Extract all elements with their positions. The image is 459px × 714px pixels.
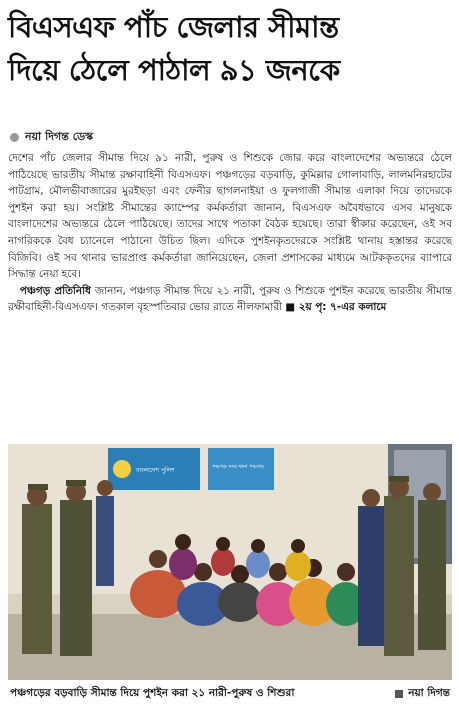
headline-line-1: বিএসএফ পাঁচ জেলার সীমান্ত: [8, 10, 339, 44]
guards-right: [358, 476, 446, 656]
photo-caption: [10, 684, 450, 704]
headline: [8, 6, 452, 92]
byline-text: নয়া দিগন্ত ডেস্ক: [25, 129, 94, 143]
caption-text: পঞ্চগড়ের বড়বাড়ি সীমান্ত দিয়ে পুশইন করা ২১ নারী-পুরুষ ও শিশুরা: [10, 686, 295, 699]
news-photo: [8, 444, 452, 680]
station-sign-text: পঞ্চগড় সদর থানা পঞ্চগড়: [212, 464, 264, 470]
paragraph-1: দেশের পাঁচ জেলার সীমান্ত দিয়ে ৯১ নারী, পুরুষ ও শিশুকে জোর করে বাংলাদেশের অভ্যন্তরে ঠেলে পাঠিয়েছে ভারতীয় সীমান্ত রক্ষাবাহিনী বিএসএফ। পঞ্চগড়ের বড়বাড়ি, কুমিল্লার গোলাবাড়ি, লালমনিরহাটের পাটগ্রাম, মৌলভীবাজারের মুরইছড়া এবং ফেনীর ছাগলনাইয়া ও ফুলগাজী সীমান্ত এলাকা দিয়ে তাদেরকে পুশইন করা হয়। সংশ্লিষ্ট সীমান্তের ক্যাম্পের কর্মকর্তারা জানান, বিএসএফ অবৈধভাবে এসব মানুষকে বাংলাদেশের অভ্যন্তরে ঠেলে পাঠিয়েছে। তাদের সাথে পতাকা বৈঠক হয়েছে। তারা স্বীকার করেছেন, ওই সব নাগরিককে বৈধ চ্যানেলে পাঠানো উচিত ছিল। এদিকে পুশইনকৃতদেরকে সংশ্লিষ্ট থানায় হস্তান্তর করেছে বিজিবি। ওই সব থানার ভারপ্রাপ্ত কর্মকর্তারা জানিয়েছেন, জেলা প্রশাসকের মাধ্যমে আটককৃতদের ব্যাপারে সিদ্ধান্ত নেয়া হবে।: [8, 152, 452, 281]
headline-line-2: দিয়ে ঠেলে পাঠাল ৯১ জনকে: [8, 53, 340, 87]
byline: [10, 128, 93, 146]
photo-credit-text: নয়া দিগন্ত: [408, 686, 450, 699]
bullet-icon: [10, 133, 19, 142]
photo-credit: [387, 686, 450, 703]
continuation-note: ■ ২য় পৃ: ৭-এর কলামে: [285, 301, 387, 314]
photo-illustration: [8, 444, 452, 680]
paragraph-2: [8, 283, 452, 316]
police-sign-text: বাংলাদেশ পুলিশ: [136, 467, 175, 474]
camera-icon: [395, 690, 403, 698]
paragraph-2-text: জানান, পঞ্চগড় সীমান্ত দিয়ে ২১ নারী, পুরুষ ও শিশুকে পুশইন করেছে ভারতীয় সীমান্ত রক্ষীবাহিনী-বিএসএফ। গতকাল বৃহস্পতিবার ভোর রাতে নীলফামারী: [8, 284, 452, 314]
paragraph-2-lead: পঞ্চগড় প্রতিনিধি: [19, 284, 91, 297]
article-body: [8, 150, 452, 442]
